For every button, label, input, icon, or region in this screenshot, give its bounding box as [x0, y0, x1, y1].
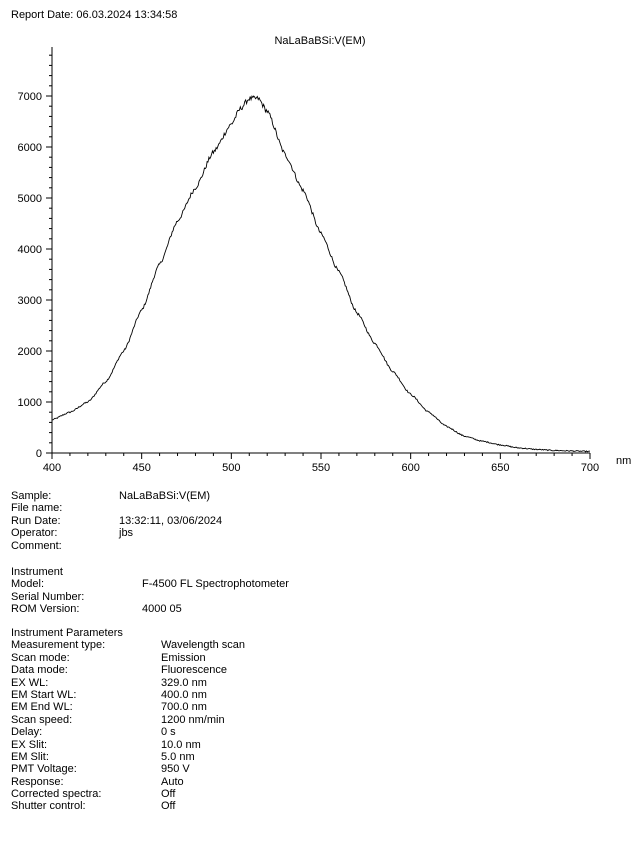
parameter-label: Data mode:	[11, 664, 68, 677]
parameter-label: Scan speed:	[11, 713, 73, 726]
parameter-label: EM Start WL:	[11, 688, 77, 701]
parameter-row	[11, 776, 245, 788]
parameter-value: 950 V	[161, 763, 190, 776]
parameter-value: Off	[161, 788, 176, 801]
chart-axes	[52, 47, 590, 453]
parameter-row	[11, 739, 245, 751]
parameter-label: Corrected spectra:	[11, 788, 102, 801]
sample-row	[11, 527, 222, 539]
instrument-label: Serial Number:	[11, 590, 85, 603]
instrument-row	[11, 591, 289, 603]
parameter-label: Measurement type:	[11, 639, 106, 652]
parameter-label: Scan mode:	[11, 651, 70, 664]
chart-title: NaLaBaBSi:V(EM)	[274, 35, 366, 47]
instrument-value: 4000 05	[142, 603, 182, 616]
parameter-value: 329.0 nm	[161, 676, 207, 689]
instrument-label: ROM Version:	[11, 603, 80, 616]
parameter-label: EX Slit:	[11, 738, 48, 751]
y-tick-label: 5000	[17, 193, 42, 205]
x-axis-label: nm	[616, 455, 632, 467]
chart-ticks	[18, 55, 600, 474]
instrument-label: Model:	[11, 578, 45, 591]
parameter-label: EM Slit:	[11, 750, 49, 763]
spectrum-line	[52, 96, 590, 452]
parameter-row	[11, 726, 245, 738]
parameter-row	[11, 701, 245, 713]
report-date: Report Date: 06.03.2024 13:34:58	[11, 9, 178, 21]
y-tick-label: 2000	[17, 346, 42, 358]
parameter-row	[11, 788, 245, 800]
parameter-label: Delay:	[11, 726, 43, 739]
parameter-value: Auto	[161, 775, 184, 788]
x-tick-label: 400	[42, 462, 62, 474]
parameter-label: PMT Voltage:	[11, 763, 77, 776]
parameter-row	[11, 751, 245, 763]
chart-series	[52, 96, 590, 452]
sample-row	[11, 540, 222, 552]
instrument-heading: Instrument	[11, 566, 63, 578]
parameter-value: Wavelength scan	[161, 639, 245, 652]
x-tick-label: 650	[491, 462, 510, 474]
y-tick-label: 0	[35, 448, 42, 460]
instrument-parameters	[11, 627, 245, 813]
sample-info	[11, 490, 222, 552]
parameter-value: Off	[161, 800, 176, 813]
x-tick-label: 450	[132, 462, 151, 474]
instrument-value: F-4500 FL Spectrophotometer	[142, 578, 289, 591]
parameter-label: Shutter control:	[11, 800, 86, 813]
parameter-row	[11, 652, 245, 664]
y-tick-label: 1000	[17, 397, 42, 409]
parameter-value: Fluorescence	[161, 664, 228, 677]
parameter-value: 700.0 nm	[161, 701, 207, 714]
sample-label: Sample:	[11, 490, 52, 502]
x-tick-label: 550	[311, 462, 331, 474]
parameter-heading: Instrument Parameters	[11, 627, 123, 639]
y-tick-label: 7000	[17, 91, 42, 103]
sample-label: Comment:	[11, 539, 62, 552]
instrument-info	[11, 566, 289, 616]
sample-value: NaLaBaBSi:V(EM)	[119, 490, 211, 502]
parameter-label: EX WL:	[11, 676, 49, 689]
instrument-row	[11, 603, 289, 615]
parameter-value: Emission	[161, 651, 206, 664]
parameter-row	[11, 714, 245, 726]
parameter-row	[11, 763, 245, 775]
parameter-row	[11, 689, 245, 701]
sample-row	[11, 502, 222, 514]
parameter-label: EM End WL:	[11, 701, 73, 714]
sample-row	[11, 490, 222, 502]
sample-value: 13:32:11, 03/06/2024	[119, 514, 223, 527]
y-tick-label: 4000	[17, 244, 42, 256]
parameter-row	[11, 664, 245, 676]
sample-label: Operator:	[11, 527, 58, 540]
x-tick-label: 700	[580, 462, 600, 474]
parameter-value: 1200 nm/min	[161, 713, 225, 726]
parameter-label: Response:	[11, 775, 64, 788]
x-tick-label: 600	[401, 462, 420, 474]
x-tick-label: 500	[222, 462, 241, 474]
parameter-row	[11, 677, 245, 689]
instrument-row	[11, 578, 289, 590]
sample-value: jbs	[119, 527, 134, 540]
sample-label: Run Date:	[11, 514, 61, 527]
parameter-row	[11, 800, 245, 812]
parameter-value: 400.0 nm	[161, 688, 207, 701]
parameter-value: 5.0 nm	[161, 750, 195, 763]
parameter-row	[11, 639, 245, 651]
y-tick-label: 3000	[17, 295, 42, 307]
sample-label: File name:	[11, 502, 63, 515]
sample-row	[11, 515, 222, 527]
parameter-value: 0 s	[161, 726, 176, 739]
y-tick-label: 6000	[17, 142, 42, 154]
parameter-value: 10.0 nm	[161, 738, 201, 751]
